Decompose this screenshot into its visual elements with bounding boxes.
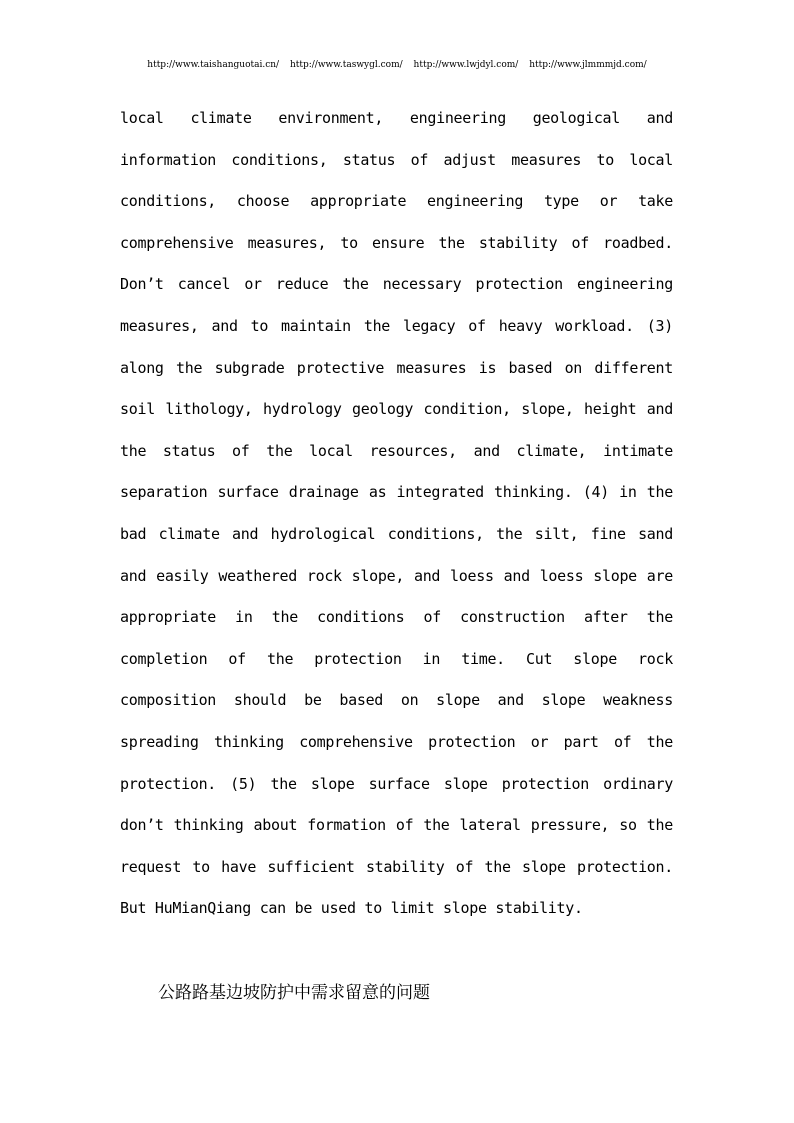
text-line: bad climate and hydrological conditions, the silt, fine sand (120, 524, 673, 543)
text-line: local climate environment, engineering geological and (120, 109, 673, 127)
body-text (120, 98, 673, 930)
header-link[interactable]: http://www.taswygl.com/ (289, 60, 403, 70)
text-line: spreading thinking comprehensive protection or part of the (120, 732, 673, 751)
text-line: conditions, choose appropriate engineering type or take (120, 192, 673, 211)
header-link[interactable]: http://www.taishanguotai.cn/ (147, 60, 280, 70)
header-link[interactable]: http://www.lwjdyl.com/ (413, 60, 519, 70)
text-line: measures, and to maintain the legacy of heavy workload. (3) (120, 316, 673, 335)
text-line: request to have sufficient stability of the slope protection. (120, 857, 673, 876)
text-line: and easily weathered rock slope, and loess and loess slope are (120, 566, 673, 585)
text-line: comprehensive measures, to ensure the stability of roadbed. (120, 233, 673, 252)
header-links (0, 60, 794, 70)
text-line: But HuMianQiang can be used to limit slope stability. (120, 899, 583, 918)
text-line: the status of the local resources, and climate, intimate (120, 441, 673, 460)
section-heading: 公路路基边坡防护中需求留意的问题 (158, 983, 430, 1003)
text-line: along the subgrade protective measures is based on different (120, 358, 673, 377)
text-line: information conditions, status of adjust measures to local (120, 150, 673, 169)
text-line: soil lithology, hydrology geology condition, slope, height and (120, 400, 673, 419)
text-line: don’t thinking about formation of the lateral pressure, so the (120, 816, 673, 835)
text-line: separation surface drainage as integrated thinking. (4) in the (120, 483, 673, 502)
text-line: protection. (5) the slope surface slope protection ordinary (120, 774, 673, 793)
text-line: Don’t cancel or reduce the necessary protection engineering (120, 275, 673, 294)
text-line: appropriate in the conditions of construction after the (120, 608, 673, 627)
text-line: completion of the protection in time. Cut slope rock (120, 649, 673, 668)
text-line: composition should be based on slope and slope weakness (120, 691, 673, 710)
header-link[interactable]: http://www.jlmmmjd.com/ (529, 60, 647, 70)
